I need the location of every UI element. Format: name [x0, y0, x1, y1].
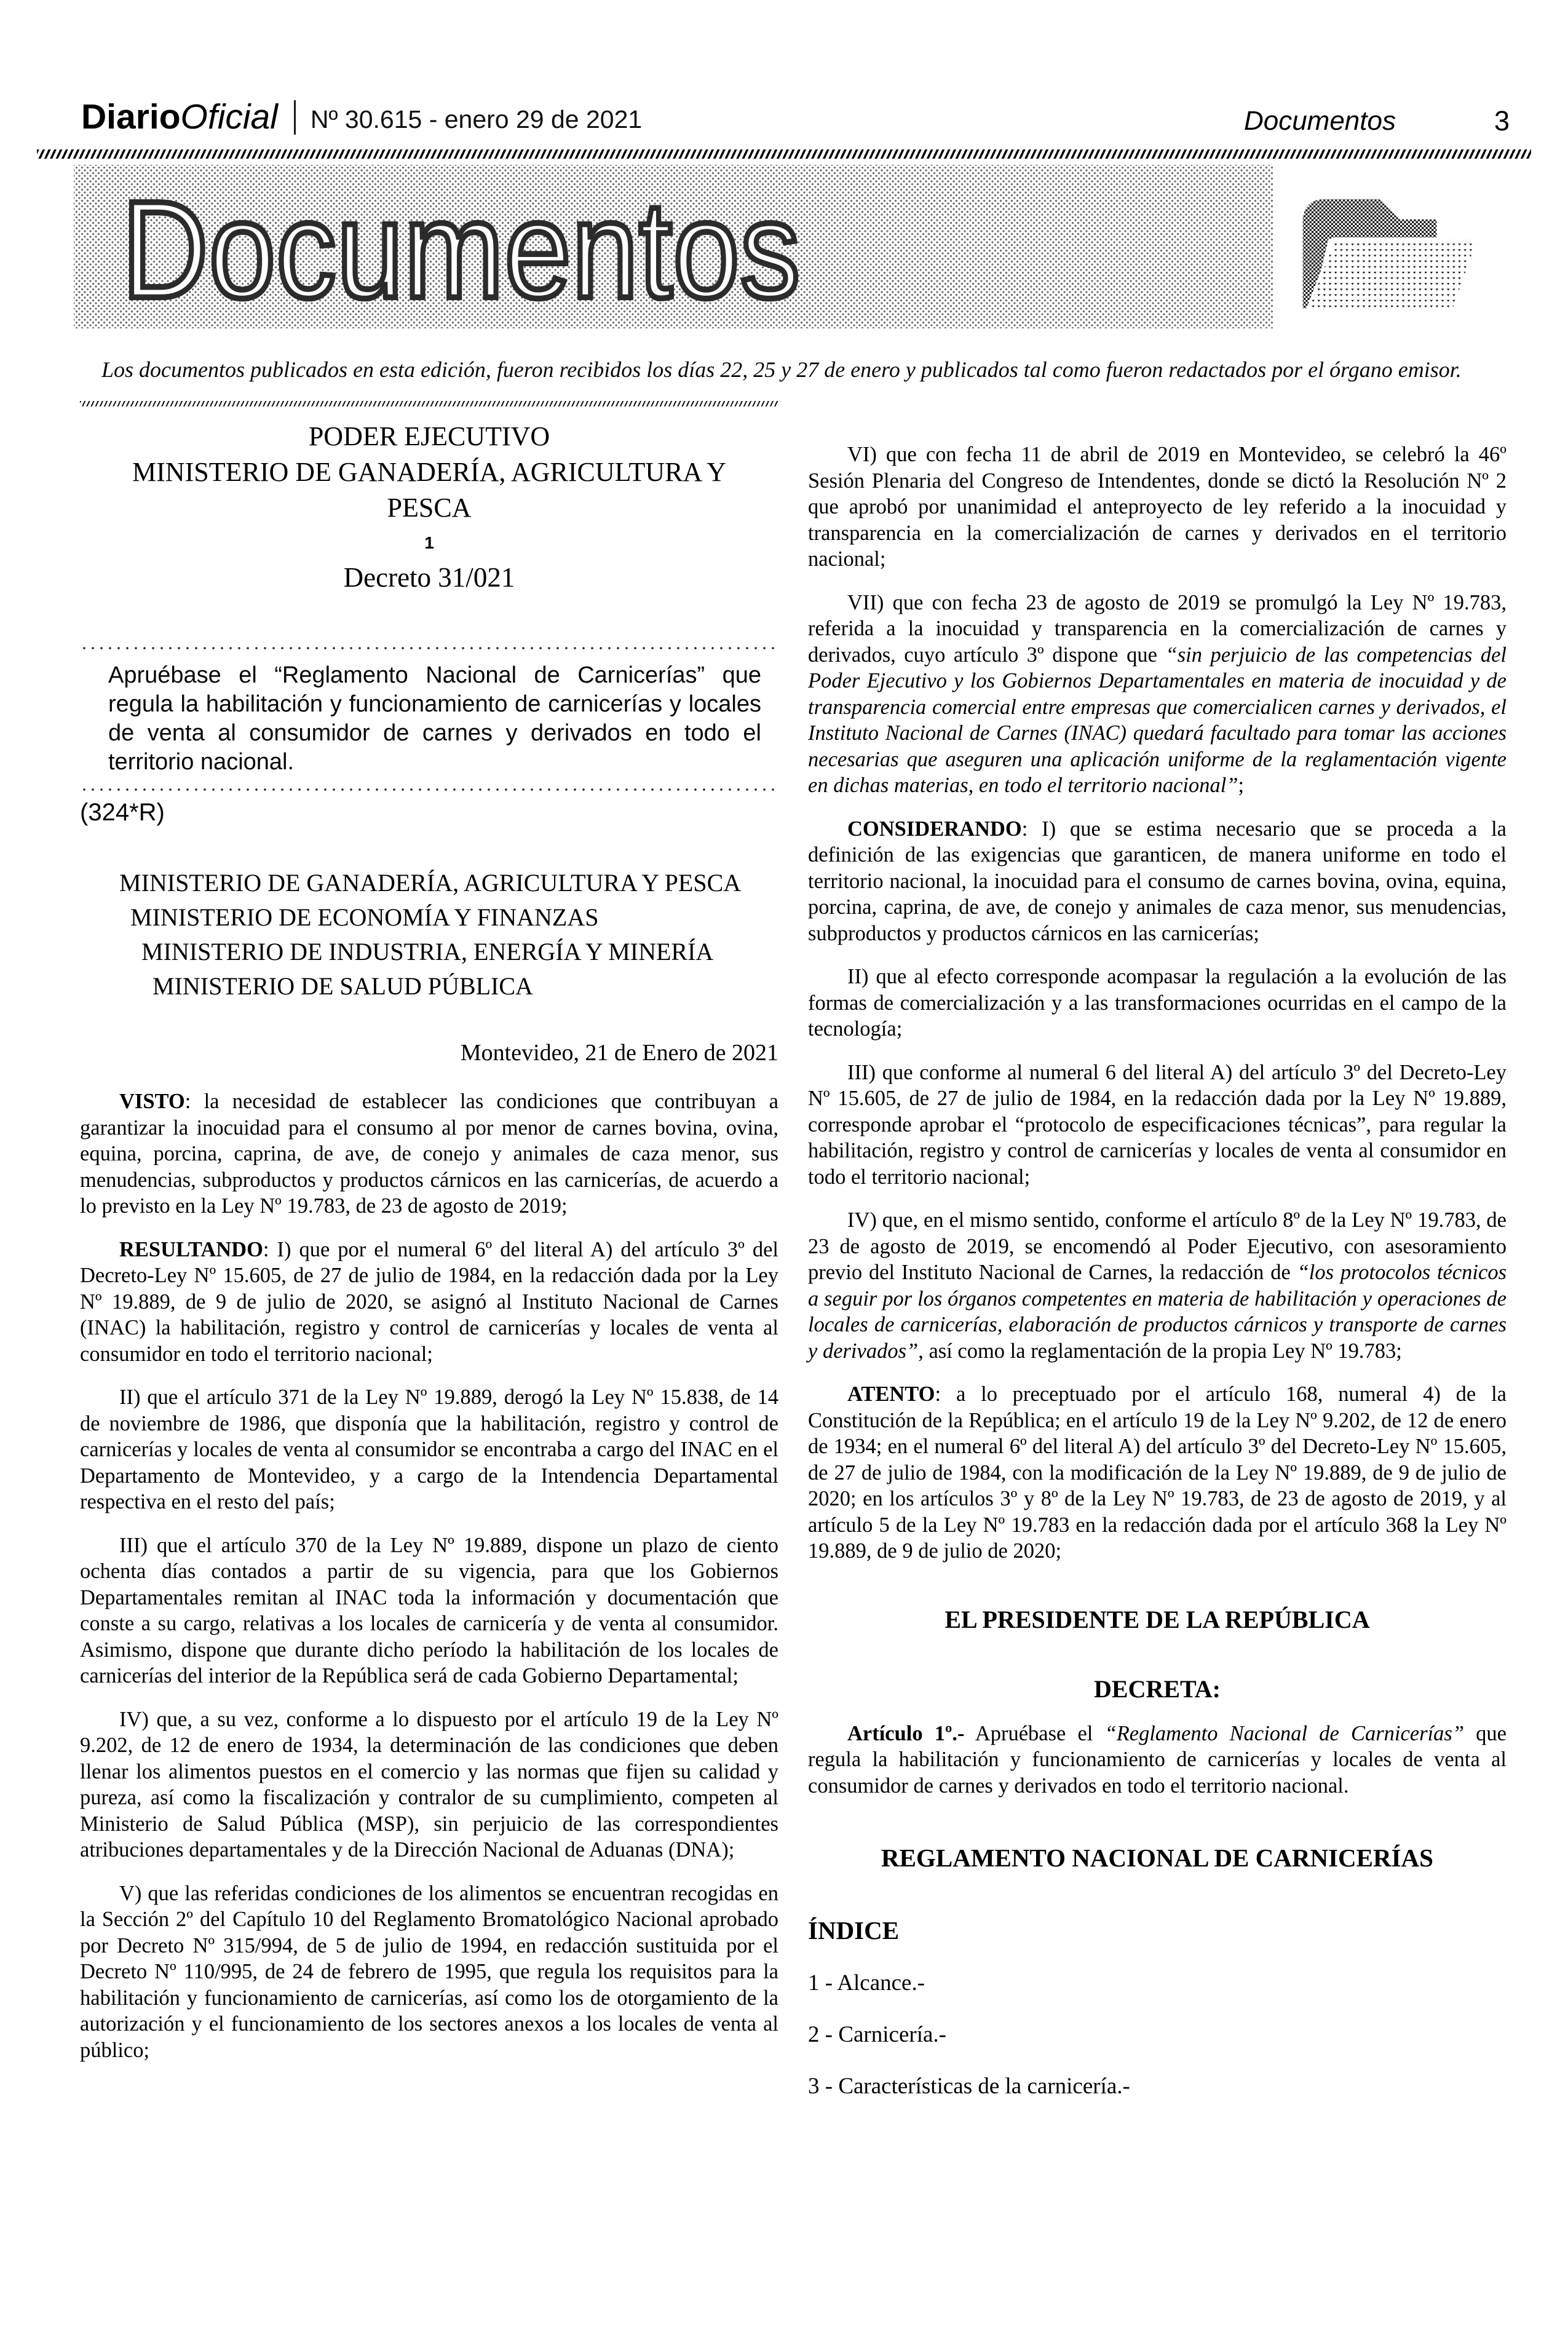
- ministry-line: MINISTERIO DE GANADERÍA, AGRICULTURA Y PESCA: [119, 869, 742, 897]
- brand-diario: Diario: [81, 97, 181, 137]
- dotted-rule-bottom: [80, 788, 778, 791]
- article-text: que regula la habilitación y funcionamiento de carnicerías y locales de venta al consumidor de carnes y derivados en todo el territorio nacional.: [808, 1721, 1507, 1798]
- paragraph-articulo-1: [808, 1721, 1507, 1799]
- index-title: ÍNDICE: [808, 1916, 900, 1945]
- paragraph-resultando-vi: [808, 442, 1507, 573]
- decreta-heading: DECRETA:: [1094, 1675, 1221, 1703]
- ministry-line: MINISTERIO DE ECONOMÍA Y FINANZAS: [130, 903, 599, 931]
- regulation-name-quoted: “Reglamento Nacional de Carnicerías”: [1104, 1721, 1465, 1745]
- paragraph-resultando-iv: [80, 1707, 778, 1863]
- index-item: 2 - Carnicería.-: [808, 2022, 946, 2047]
- paragraph-text: , así como la reglamentación de la propia Ley Nº 19.783;: [918, 1339, 1402, 1363]
- paragraph-considerando-iii: [808, 1060, 1507, 1191]
- power-heading: PODER EJECUTIVO: [308, 421, 550, 451]
- dotted-rule-top: [80, 646, 778, 650]
- paragraph-text: : la necesidad de establecer las condiciones que contribuyan a garantizar la inocuidad para el consumo al por menor de carnes bovina, ovina, equina, porcina, caprina, de ave, de conejo y animales de caza menor, sus menudencias, subproductos y productos cárnicos en las carnicerías, de acuerdo a lo previsto en la Ley Nº 19.783, de 23 de agosto de 2019;: [80, 1090, 778, 1218]
- paragraph-text: : I) que por el numeral 6º del literal A) del artículo 3º del Decreto-Ley Nº 15.605, de 27 de julio de 1984, en la redacción dada por la Ley Nº 19.889, de 9 de julio de 2020, se asignó al Instituto Nacional de Carnes (INAC) la habilitación, registro y control de carnicerías y locales de venta al consumidor en todo el territorio nacional;: [80, 1237, 778, 1366]
- edition-notice: Los documentos publicados en esta edición, fueron recibidos los días 22, 25 y 27 de enero y publicados tal como fueron redactados por el órgano emisor.: [101, 357, 1462, 382]
- paragraph-visto: [80, 1088, 778, 1219]
- brand-oficial: Oficial: [180, 97, 278, 137]
- paragraph-atento: [808, 1381, 1507, 1564]
- article-text: Apruébase el: [964, 1721, 1105, 1745]
- brand-separator: [294, 100, 296, 135]
- folder-front: [1307, 239, 1478, 309]
- index-item: 3 - Características de la carnicería.-: [808, 2074, 1130, 2099]
- paragraph-text: III) que el artículo 370 de la Ley Nº 19.889, dispone un plazo de ciento ochenta días contados a partir de su vigencia, para que los Gobiernos Departamentales remitan al INAC toda la información y documentación que conste a su cargo, relativas a los locales de carnicería y de venta al consumidor. Asimismo, dispone que durante dicho período la habilitación de los locales de carnicerías del interior de la República será de cada Gobierno Departamental;: [80, 1533, 778, 1687]
- running-head: [1244, 107, 1510, 135]
- fine-dotted-rule: [80, 401, 778, 406]
- quoted-law-text: “sin perjuicio de las competencias del Poder Ejecutivo y los Gobiernos Departamentales en materia de inocuidad y de transparencia comercial entre empresas que comercialicen carnes y derivados, el Instituto Nacional de Carnes (INAC) quedará facultado para tomar las acciones necesarias que aseguren una aplicación uniforme de la reglamentación vigente en dichas materias, en todo el territorio nacional”: [808, 643, 1507, 797]
- page-header: [81, 97, 1510, 137]
- article-lead: Artículo 1º.-: [847, 1721, 965, 1745]
- masthead-brand: [81, 97, 643, 137]
- issue-number: Nº 30.615 - enero 29 de 2021: [310, 105, 643, 133]
- paragraph-text: IV) que, a su vez, conforme a lo dispuesto por el artículo 19 de la Ley Nº 9.202, de 12 de enero de 1934, la determinación de las condiciones que deben llenar los alimentos puestos en el comercio y las normas que fijen su calidad y pureza, así como la fiscalización y contralor de su cumplimiento, competen al Ministerio de Salud Pública (MSP), sin perjuicio de las correspondientes atribuciones departamentales y de la Dirección Nacional de Aduanas (DNA);: [80, 1707, 778, 1861]
- paragraph-text: ;: [1238, 774, 1245, 797]
- banner-title: Documentos: [122, 172, 801, 327]
- quoted-law-text: “los protocolos técnicos a seguir por los órganos competentes en materia de habilitación y operaciones de locales de carnicerías, elaboración de productos cárnicos y transporte de carnes y derivados”: [808, 1261, 1507, 1363]
- paragraph-resultando-ii: [80, 1384, 778, 1515]
- paragraph-considerando-iv: [808, 1207, 1507, 1364]
- gazette-page: [0, 97, 1568, 2351]
- paragraph-text: VI) que con fecha 11 de abril de 2019 en Montevideo, se celebró la 46º Sesión Plenaria del Congreso de Intendentes, donde se dictó la Resolución Nº 2 que aprobó por unanimidad el anteproyecto de ley referido a la inocuidad y transparencia en la comercialización de carnes y derivados en el territorio nacional;: [808, 443, 1507, 571]
- banner-row: [74, 165, 1510, 331]
- content-columns: [80, 401, 1507, 2100]
- ministry-heading: MINISTERIO DE GANADERÍA, AGRICULTURA Y PESCA: [132, 457, 726, 523]
- president-heading: EL PRESIDENTE DE LA REPÚBLICA: [944, 1605, 1370, 1633]
- decree-summary: Apruébase el “Reglamento Nacional de Carnicerías” que regula la habilitación y funcionamiento de carnicerías y locales de venta al consumidor de carnes y derivados en todo el territorio nacional.: [108, 662, 761, 775]
- paragraph-resultando-v: [80, 1881, 778, 2064]
- paragraph-text: V) que las referidas condiciones de los alimentos se encuentran recogidas en la Sección 2º del Capítulo 10 del Reglamento Bromatológico Nacional aprobado por Decreto Nº 315/994, de 5 de julio de 1994, en redacción sustituida por el Decreto Nº 110/995, de 24 de febrero de 1995, que regula los requisitos para la habilitación y funcionamiento de carnicerías, así como los de otorgamiento de la autorización y el funcionamiento de los sectores anexos a los locales de venta al público;: [80, 1881, 778, 2062]
- open-folder-icon: [1294, 184, 1479, 325]
- paragraph-text: III) que conforme al numeral 6 del literal A) del artículo 3º del Decreto-Ley Nº 15.605, de 27 de julio de 1984, en la redacción dada por la Ley Nº 19.889, corresponde aprobar el “protocolo de especificaciones técnicas”, para regular la habilitación, registro y control de carnicerías y locales de venta al consumidor en todo el territorio nacional;: [808, 1060, 1507, 1189]
- paragraph-considerando: [808, 816, 1507, 947]
- paragraph-text: VII) que con fecha 23 de agosto de 2019 se promulgó la Ley Nº 19.783, referida a la inocuidad y transparencia en la comercialización de carnes y derivados, cuyo artículo 3º dispone que: [808, 590, 1507, 667]
- signing-ministries: [80, 866, 778, 1004]
- ministry-line: MINISTERIO DE INDUSTRIA, ENERGÍA Y MINERÍA: [141, 938, 714, 965]
- paragraph-lead: ATENTO: [847, 1382, 935, 1406]
- regulation-title: REGLAMENTO NACIONAL DE CARNICERÍAS: [881, 1844, 1433, 1872]
- paragraph-text: II) que al efecto corresponde acompasar la regulación a la evolución de las formas de comercialización y a las transformaciones ocurridas en el campo de la tecnología;: [808, 965, 1507, 1041]
- right-column: [808, 401, 1507, 2100]
- paragraph-lead: VISTO: [119, 1090, 185, 1113]
- paragraph-text: IV) que, en el mismo sentido, conforme el artículo 8º de la Ley Nº 19.783, de 23 de agosto de 2019, se encomendó al Poder Ejecutivo, con asesoramiento previo del Instituto Nacional de Carnes, la redacción de: [808, 1208, 1507, 1284]
- paragraph-lead: CONSIDERANDO: [847, 817, 1022, 841]
- decree-item-number: 1: [424, 533, 434, 552]
- left-column: [80, 401, 778, 2063]
- paragraph-text: : I) que se estima necesario que se proceda a la definición de las exigencias que garanticen, de manera uniforme en todo el territorio nacional, la inocuidad para el consumo de carnes bovina, ovina, equina, porcina, caprina, de ave, de conejo y animales de caza menor, sus menudencias, subproductos y productos cárnicos en las carnicerías;: [808, 817, 1507, 945]
- paragraph-considerando-ii: [808, 964, 1507, 1042]
- paragraph-text: : a lo preceptuado por el artículo 168, numeral 4) de la Constitución de la República; en el artículo 19 de la Ley Nº 9.202, de 12 de enero de 1934; en el numeral 6º del literal A) del artículo 3º del Decreto-Ley Nº 15.605, de 27 de julio de 1984, con la modificación de la Ley Nº 19.889, de 9 de julio de 2020; en los artículos 3º y 8º de la Ley Nº 19.783, de 23 de agosto de 2019, y al artículo 5 de la Ley Nº 19.783 en la redacción dada por el artículo 368 la Ley Nº 19.889, de 9 de julio de 2020;: [808, 1382, 1507, 1563]
- documentos-banner: [74, 165, 1273, 328]
- page-number: 3: [1494, 105, 1510, 137]
- ministry-line: MINISTERIO DE SALUD PÚBLICA: [152, 972, 533, 1000]
- paragraph-resultando-iii: [80, 1532, 778, 1689]
- hatched-rule: [37, 149, 1531, 159]
- index-item: 1 - Alcance.-: [808, 1970, 925, 1996]
- section-title: Documentos: [1243, 106, 1396, 136]
- paragraph-lead: RESULTANDO: [119, 1237, 263, 1261]
- dateline: Montevideo, 21 de Enero de 2021: [460, 1040, 778, 1066]
- paragraph-resultando-vii: [808, 590, 1507, 799]
- decree-title: Decreto 31/021: [343, 562, 515, 593]
- paragraph-resultando: [80, 1237, 778, 1368]
- paragraph-text: II) que el artículo 371 de la Ley Nº 19.889, derogó la Ley Nº 15.838, de 14 de noviembre de 1986, que disponía que la habilitación, registro y control de carnicerías y locales de venta al consumidor se encontraba a cargo del INAC en el Departamento de Montevideo, y a cargo de la Intendencia Departamental respectiva en el resto del país;: [80, 1386, 778, 1513]
- reference-code: (324*R): [80, 799, 165, 826]
